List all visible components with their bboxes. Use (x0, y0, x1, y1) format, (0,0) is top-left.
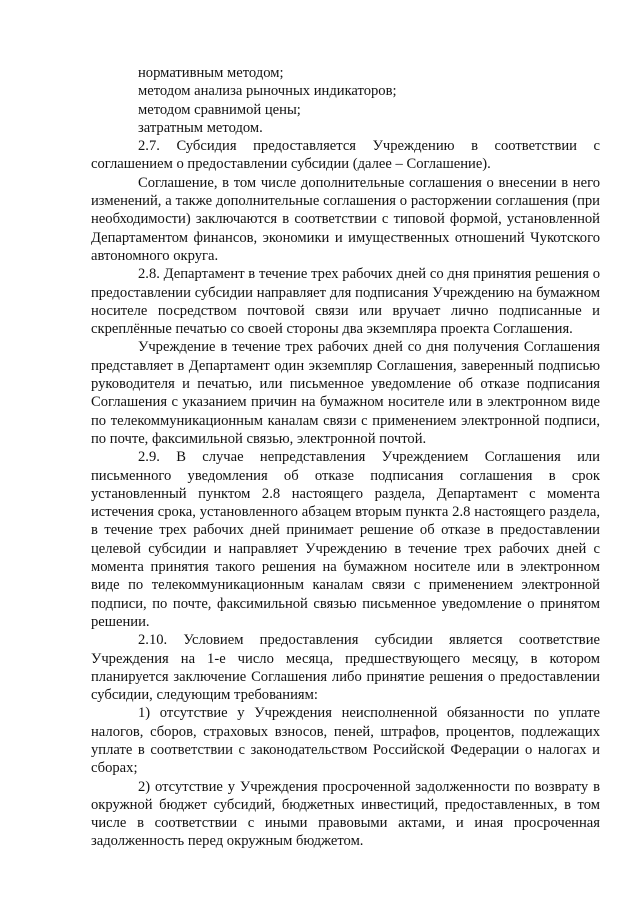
requirement-item-1: 1) отсутствие у Учреждения неисполненной обязанности по уплате налогов, сборов, страховых взносов, пеней, штрафов, процентов, подлежащих уплате в соответствии с законодательством Российской Федерации о налогах и сборах; (91, 705, 600, 777)
paragraph-2-7: 2.7. Субсидия предоставляется Учреждению в соответствии с соглашением о предоставлении субсидии (далее – Соглашение). (91, 138, 600, 173)
paragraph-2-10: 2.10. Условием предоставления субсидии является соответствие Учреждения на 1-е число месяца, предшествующего месяцу, в котором планируется заключение Соглашения либо принятие решения о предоставлении субсидии, следующим требованиям: (91, 632, 600, 704)
method-item-normative: нормативным методом; (138, 65, 284, 81)
method-item-market-indicators: методом анализа рыночных индикаторов; (138, 83, 397, 100)
paragraph-2-9: 2.9. В случае непредставления Учреждением Соглашения или письменного уведомления об отказе подписания соглашения в срок установленный пунктом 2.8 настоящего раздела, Департамент с момента истечения срока, установленного абзацем вторым пункта 2.8 настоящего раздела, в течение трех рабочих дней принимает решение об отказе в предоставлении целевой субсидии и направляет Учреждению в течение трех рабочих дней с момента принятия такого решения на бумажном носителе или в электронном виде по телекоммуникационным каналам связи с применением электронной подписи, по почте, факсимильной связью письменное уведомление о принятом решении. (91, 449, 600, 630)
document-body (91, 64, 600, 851)
paragraph-institution-response: Учреждение в течение трех рабочих дней со дня получения Соглашения представляет в Департамент один экземпляр Соглашения, заверенный подписью руководителя и печатью, или письменное уведомление об отказе подписания Соглашения с указанием причин на бумажном носителе или в электронном виде по телекоммуникационным каналам связи с применением электронной подписи, по почте, факсимильной связью, электронной почтой. (91, 339, 600, 447)
paragraph-agreement: Соглашение, в том числе дополнительные соглашения о внесении в него изменений, а также дополнительные соглашения о расторжении соглашения (при необходимости) заключаются в соответствии с типовой формой, установленной Департаментом финансов, экономики и имущественных отношений Чукотского автономного округа. (91, 174, 600, 264)
method-item-cost: затратным методом. (138, 119, 263, 136)
method-item-comparable-price: методом сравнимой цены; (138, 101, 301, 118)
requirement-item-2: 2) отсутствие у Учреждения просроченной задолженности по возврату в окружной бюджет субсидий, бюджетных инвестиций, предоставленных, в том числе в соответствии с иными правовыми актами, и иная просроченная задолженность перед окружным бюджетом. (91, 778, 600, 850)
paragraph-2-8: 2.8. Департамент в течение трех рабочих дней со дня принятия решения о предоставлении субсидии направляет для подписания Учреждению на бумажном носителе посредством почтовой связи или вручает лично подписанные и скреплённые печатью со своей стороны два экземпляра проекта Соглашения. (91, 266, 600, 338)
